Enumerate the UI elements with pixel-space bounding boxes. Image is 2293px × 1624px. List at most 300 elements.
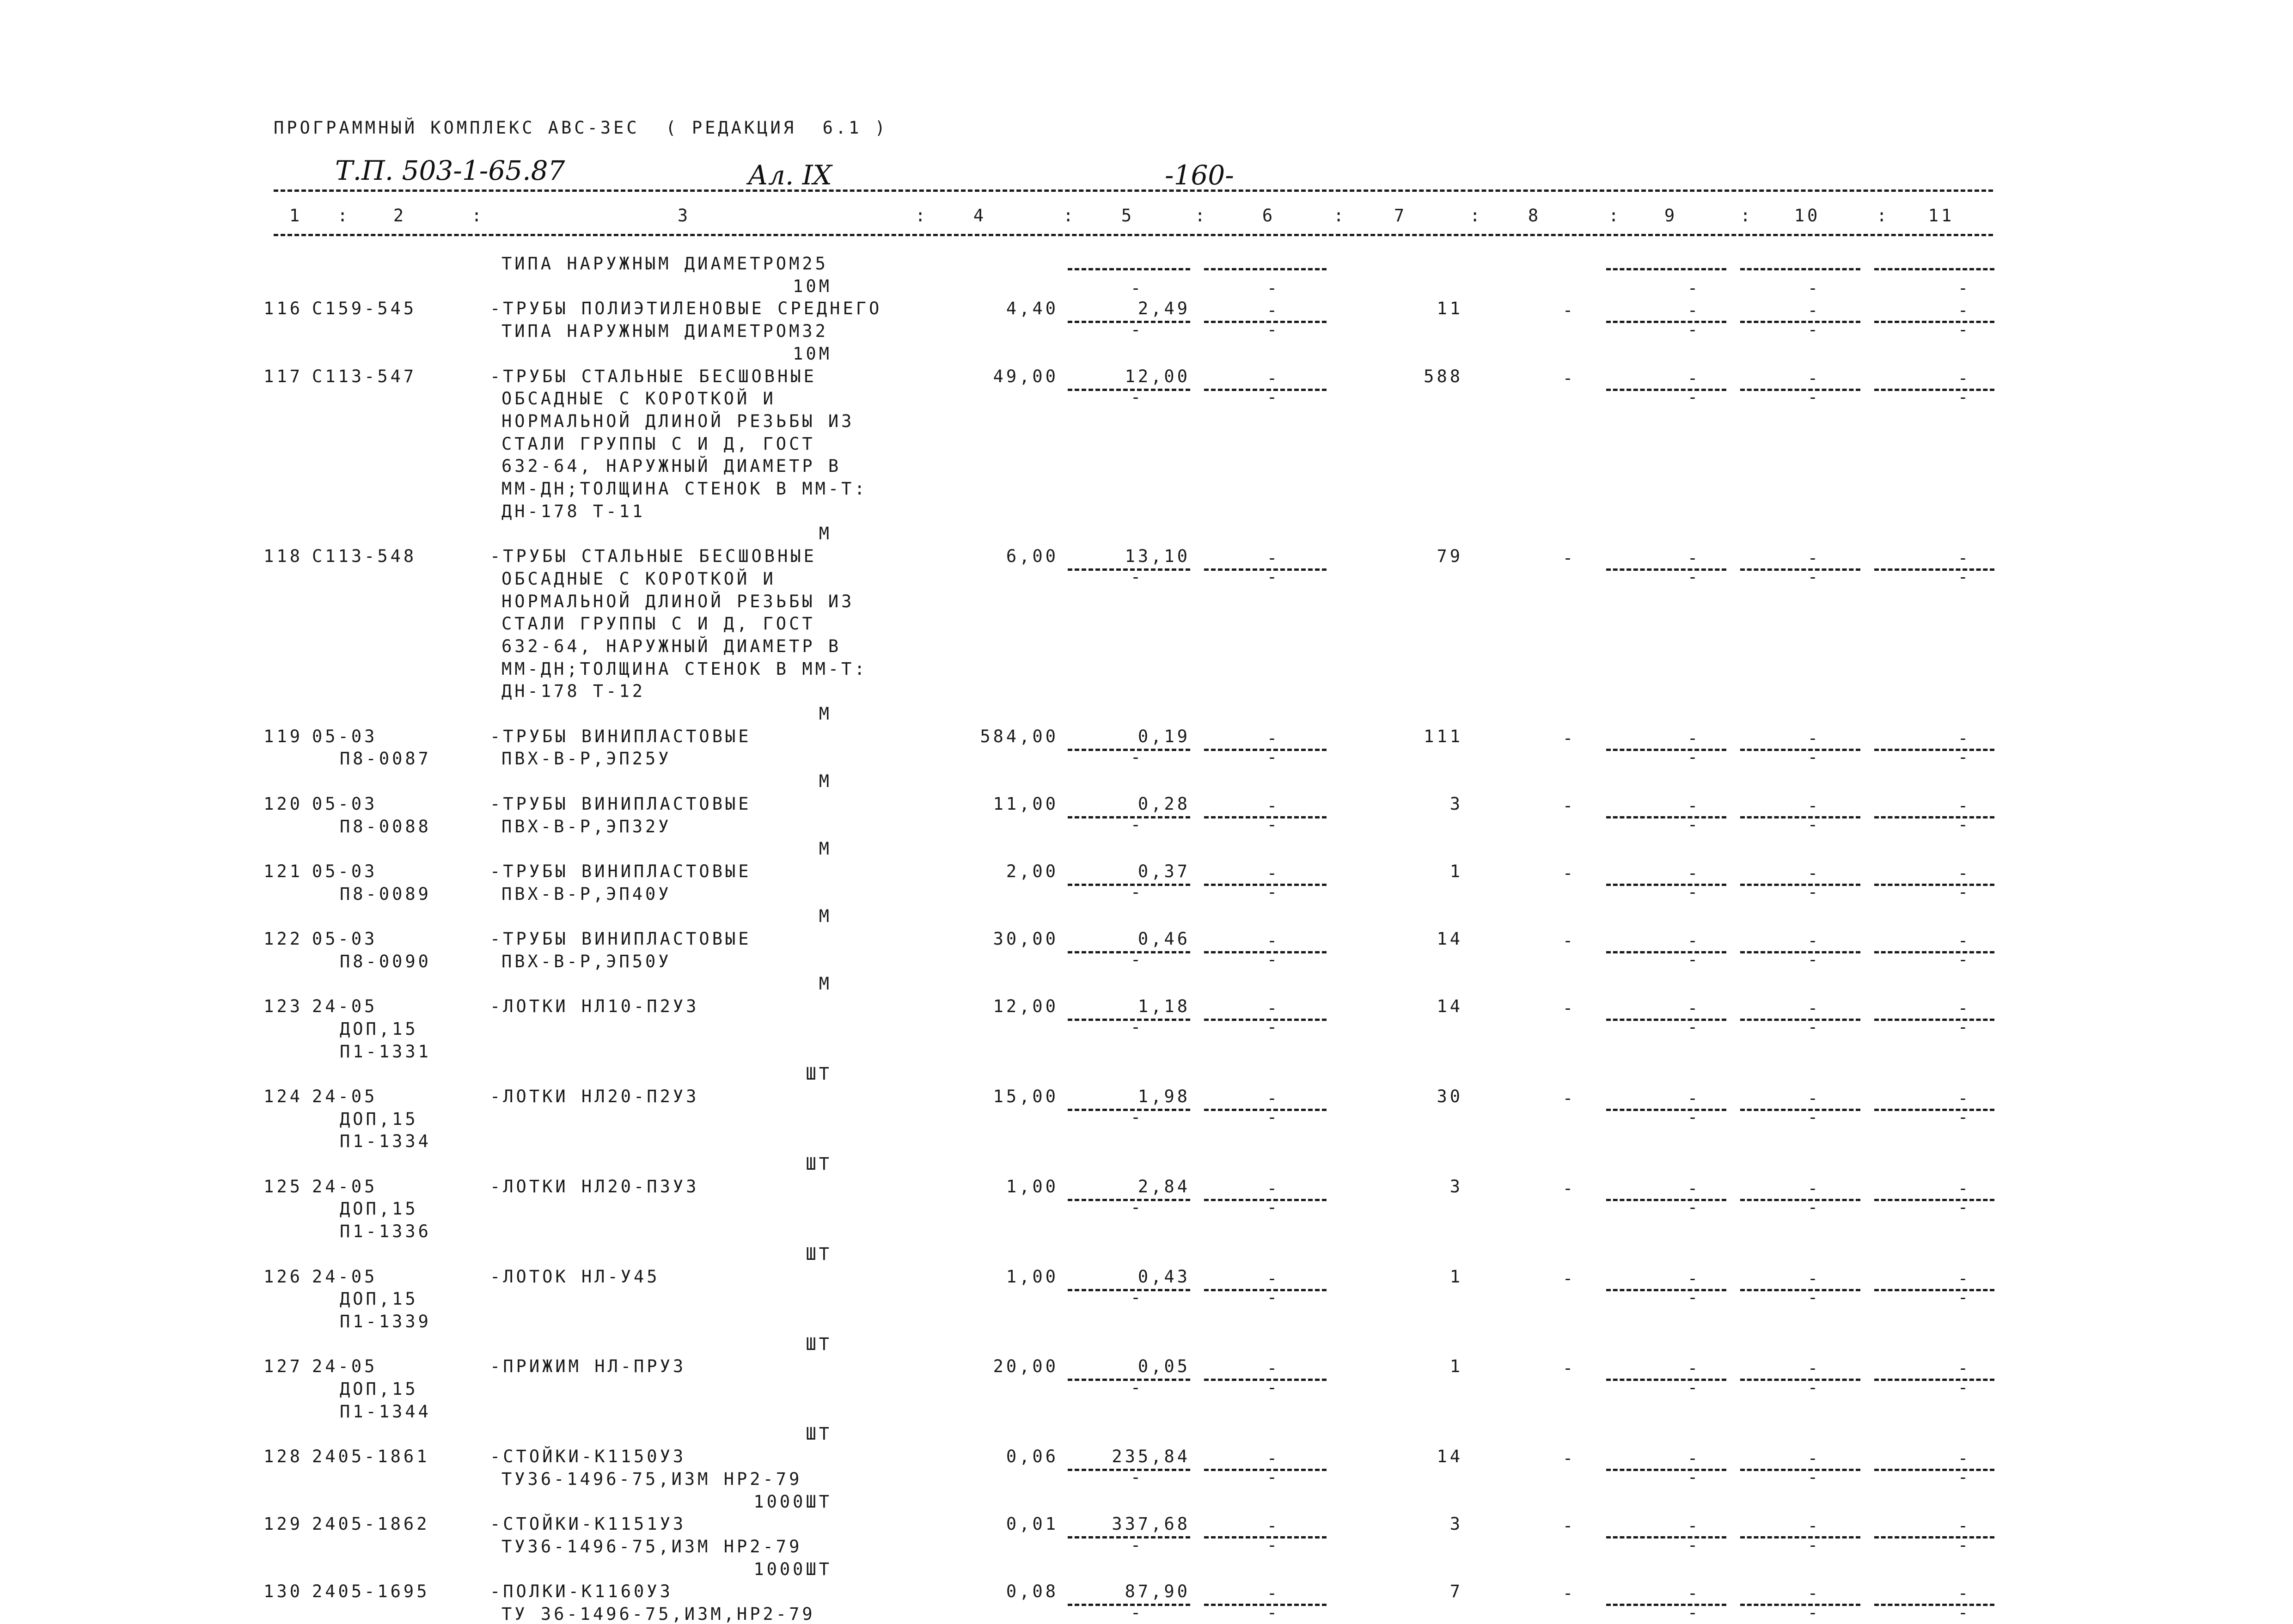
col6-dash: - <box>1266 1602 1280 1623</box>
resource-description: -ТРУБЫ СТАЛЬНЫЕ БЕСШОВНЫЕ <box>490 546 817 567</box>
col6-dash: - <box>1266 567 1280 587</box>
resource-code: П8-0089 <box>340 884 431 904</box>
column-header-5: 5 <box>1121 206 1135 226</box>
nil-dash: - <box>1807 931 1821 951</box>
nil-dash: - <box>1687 728 1701 748</box>
col6-dash: - <box>1266 1467 1280 1488</box>
resource-description: ПВХ-В-Р,ЭП40У <box>501 884 672 904</box>
col6-dash: - <box>1266 1268 1280 1288</box>
resource-code: П8-0088 <box>340 816 431 836</box>
total-cost: 1 <box>1449 861 1463 881</box>
col6-dash: - <box>1266 300 1280 321</box>
unit-of-measure: М <box>819 771 832 792</box>
resource-code: 24-05 <box>312 1086 378 1106</box>
row-number: 122 <box>263 929 303 949</box>
nil-dash: - <box>1687 368 1701 388</box>
resource-code: П1-1339 <box>340 1311 431 1331</box>
unit-price: 0,05 <box>1137 1356 1190 1377</box>
col8-dash: - <box>1562 1088 1576 1108</box>
album-number: Ал. IX <box>748 159 832 191</box>
unit-of-measure: ШТ <box>806 1154 832 1174</box>
nil-dash: - <box>1807 1197 1821 1218</box>
column-separator: : <box>1333 206 1344 226</box>
subtotal-rule-col6 <box>1204 268 1327 270</box>
quantity: 15,00 <box>993 1086 1058 1106</box>
resource-code: ДОП,15 <box>340 1379 418 1399</box>
nil-dash: - <box>1687 300 1701 321</box>
total-cost: 30 <box>1437 1086 1463 1106</box>
col6-dash: - <box>1266 1088 1280 1108</box>
program-header: ПРОГРАММНЫЙ КОМПЛЕКС АВС-3ЕС ( РЕДАКЦИЯ 6.1 ) <box>274 118 888 138</box>
nil-dash: - <box>1957 728 1971 748</box>
nil-dash: - <box>1807 1448 1821 1469</box>
col6-dash: - <box>1266 1358 1280 1379</box>
unit-price: 0,46 <box>1137 929 1190 949</box>
col6-dash: - <box>1266 319 1280 340</box>
quantity: 49,00 <box>993 366 1058 386</box>
resource-code: П1-1336 <box>340 1221 431 1242</box>
quantity: 0,08 <box>1006 1581 1058 1602</box>
unit-price: 1,98 <box>1137 1086 1190 1106</box>
unit-price: 2,84 <box>1137 1176 1190 1197</box>
resource-description: -ТРУБЫ ВИНИПЛАСТОВЫЕ <box>490 861 752 881</box>
resource-description: -ТРУБЫ СТАЛЬНЫЕ БЕСШОВНЫЕ <box>490 366 817 386</box>
nil-dash: - <box>1807 1358 1821 1379</box>
nil-dash: - <box>1957 1377 1971 1398</box>
col6-dash: - <box>1266 747 1280 768</box>
unit-of-measure: ШТ <box>806 1334 832 1354</box>
nil-dash: - <box>1957 931 1971 951</box>
nil-dash: - <box>1687 950 1701 970</box>
nil-dash: - <box>1687 1107 1701 1128</box>
column-separator: : <box>1063 206 1074 226</box>
total-cost: 14 <box>1437 996 1463 1017</box>
col5-dash: - <box>1130 1467 1144 1488</box>
unit-of-measure: ШТ <box>806 1244 832 1264</box>
column-separator: : <box>1740 206 1751 226</box>
column-header-8: 8 <box>1528 206 1541 226</box>
nil-dash: - <box>1130 278 1144 298</box>
subtotal-rule-col5 <box>1068 268 1190 270</box>
nil-dash: - <box>1687 931 1701 951</box>
resource-description: ПВХ-В-Р,ЭП50У <box>501 951 672 971</box>
nil-dash: - <box>1687 1467 1701 1488</box>
column-separator: : <box>471 206 482 226</box>
column-separator: : <box>915 206 926 226</box>
unit-price: 235,84 <box>1112 1447 1190 1467</box>
unit-of-measure: 1000ШТ <box>753 1559 832 1579</box>
unit-price: 0,37 <box>1137 861 1190 881</box>
col8-dash: - <box>1562 863 1576 883</box>
resource-description: ПВХ-В-Р,ЭП25У <box>501 749 672 769</box>
nil-dash: - <box>1807 300 1821 321</box>
row-number: 118 <box>263 546 303 567</box>
unit-price: 87,90 <box>1125 1581 1190 1602</box>
resource-description: -ПОЛКИ-К1160У3 <box>490 1581 673 1602</box>
col8-dash: - <box>1562 1448 1576 1469</box>
unit-price: 0,19 <box>1137 726 1190 746</box>
unit-of-measure: 1000ШТ <box>753 1491 832 1512</box>
col8-dash: - <box>1562 931 1576 951</box>
resource-description: 632-64, НАРУЖНЫЙ ДИАМЕТР В <box>501 636 842 656</box>
nil-dash: - <box>1957 278 1971 298</box>
column-header-2: 2 <box>393 206 407 226</box>
resource-description: ДН-178 Т-12 <box>501 681 646 702</box>
row-number: 126 <box>263 1266 303 1287</box>
row-number: 121 <box>263 861 303 881</box>
unit-of-measure: ШТ <box>806 1424 832 1444</box>
col5-dash: - <box>1130 1017 1144 1038</box>
column-separator: : <box>1195 206 1205 226</box>
total-cost: 7 <box>1449 1581 1463 1602</box>
nil-dash: - <box>1957 882 1971 903</box>
col8-dash: - <box>1562 1268 1576 1288</box>
row-number: 119 <box>263 726 303 746</box>
col8-dash: - <box>1562 1178 1576 1198</box>
nil-dash: - <box>1807 728 1821 748</box>
resource-description: СТАЛИ ГРУППЫ С И Д, ГОСТ <box>501 614 815 634</box>
col5-dash: - <box>1130 319 1144 340</box>
col6-dash: - <box>1266 1178 1280 1198</box>
unit-price: 0,43 <box>1137 1266 1190 1287</box>
total-cost: 3 <box>1449 794 1463 814</box>
col6-dash: - <box>1266 1287 1280 1307</box>
unit-price: 13,10 <box>1125 546 1190 567</box>
resource-description: -СТОЙКИ-К1151У3 <box>490 1514 686 1534</box>
nil-dash: - <box>1957 1287 1971 1307</box>
total-cost: 1 <box>1449 1266 1463 1287</box>
resource-description: -ЛОТКИ НЛ10-П2У3 <box>490 996 699 1017</box>
nil-dash: - <box>1807 950 1821 970</box>
row-number: 129 <box>263 1514 303 1534</box>
nil-dash: - <box>1687 1017 1701 1038</box>
col6-dash: - <box>1266 1017 1280 1038</box>
total-cost: 3 <box>1449 1176 1463 1197</box>
resource-code: П1-1344 <box>340 1401 431 1422</box>
quantity: 584,00 <box>980 726 1058 746</box>
nil-dash: - <box>1957 567 1971 587</box>
resource-description: -ТРУБЫ ВИНИПЛАСТОВЫЕ <box>490 726 752 746</box>
col6-dash: - <box>1266 1535 1280 1555</box>
resource-description: НОРМАЛЬНОЙ ДЛИНОЙ РЕЗЬБЫ ИЗ <box>501 591 855 611</box>
nil-dash: - <box>1687 567 1701 587</box>
total-cost: 111 <box>1424 726 1463 746</box>
col8-dash: - <box>1562 998 1576 1019</box>
nil-dash: - <box>1687 387 1701 407</box>
row-number: 125 <box>263 1176 303 1197</box>
unit-price: 2,49 <box>1137 299 1190 319</box>
resource-description: СТАЛИ ГРУППЫ С И Д, ГОСТ <box>501 433 815 454</box>
resource-description: ММ-ДН;ТОЛЩИНА СТЕНОК В ММ-Т: <box>501 659 868 679</box>
quantity: 2,00 <box>1006 861 1058 881</box>
col8-dash: - <box>1562 795 1576 816</box>
resource-code: С113-548 <box>312 546 417 567</box>
nil-dash: - <box>1687 1088 1701 1108</box>
resource-code: ДОП,15 <box>340 1199 418 1219</box>
quantity: 4,40 <box>1006 299 1058 319</box>
resource-description: ТУ36-1496-75,ИЗМ НР2-79 <box>501 1469 802 1489</box>
resource-description: НОРМАЛЬНОЙ ДЛИНОЙ РЕЗЬБЫ ИЗ <box>501 411 855 431</box>
nil-dash: - <box>1687 1448 1701 1469</box>
col5-dash: - <box>1130 567 1144 587</box>
resource-code: 05-03 <box>312 726 378 746</box>
resource-description: ММ-ДН;ТОЛЩИНА СТЕНОК В ММ-Т: <box>501 479 868 499</box>
nil-dash: - <box>1957 1516 1971 1536</box>
column-header-4: 4 <box>973 206 987 226</box>
col5-dash: - <box>1130 882 1144 903</box>
nil-dash: - <box>1807 387 1821 407</box>
col8-dash: - <box>1562 1516 1576 1536</box>
resource-code: 2405-1862 <box>312 1514 430 1534</box>
col6-dash: - <box>1266 1448 1280 1469</box>
col6-dash: - <box>1266 1583 1280 1604</box>
quantity: 1,00 <box>1006 1266 1058 1287</box>
col6-dash: - <box>1266 863 1280 883</box>
nil-dash: - <box>1687 882 1701 903</box>
row-number: 128 <box>263 1447 303 1467</box>
resource-description: ДН-178 Т-11 <box>501 501 646 521</box>
nil-dash: - <box>1687 1583 1701 1604</box>
total-cost: 1 <box>1449 1356 1463 1377</box>
nil-dash: - <box>1807 319 1821 340</box>
col6-dash: - <box>1266 1197 1280 1218</box>
col5-dash: - <box>1130 1535 1144 1555</box>
nil-dash: - <box>1687 1516 1701 1536</box>
resource-description: -ТРУБЫ ПОЛИЭТИЛЕНОВЫЕ СРЕДНЕГО <box>490 299 882 319</box>
nil-dash: - <box>1807 1535 1821 1555</box>
nil-dash: - <box>1687 319 1701 340</box>
resource-description: -ЛОТОК НЛ-У45 <box>490 1266 660 1287</box>
col8-dash: - <box>1562 368 1576 388</box>
col5-dash: - <box>1130 387 1144 407</box>
column-separator: : <box>1470 206 1480 226</box>
nil-dash: - <box>1807 747 1821 768</box>
column-header-1: 1 <box>289 206 303 226</box>
nil-dash: - <box>1687 815 1701 835</box>
col5-dash: - <box>1130 1197 1144 1218</box>
column-header-11: 11 <box>1928 206 1955 226</box>
nil-dash: - <box>1807 548 1821 568</box>
row-number: 127 <box>263 1356 303 1377</box>
row-number: 120 <box>263 794 303 814</box>
nil-dash: - <box>1957 387 1971 407</box>
resource-description: ПВХ-В-Р,ЭП32У <box>501 816 672 836</box>
nil-dash: - <box>1687 1377 1701 1398</box>
total-cost: 11 <box>1437 299 1463 319</box>
col8-dash: - <box>1562 300 1576 321</box>
nil-dash: - <box>1957 300 1971 321</box>
resource-code: 2405-1861 <box>312 1447 430 1467</box>
nil-dash: - <box>1957 548 1971 568</box>
col8-dash: - <box>1562 728 1576 748</box>
col5-dash: - <box>1130 950 1144 970</box>
nil-dash: - <box>1807 1287 1821 1307</box>
resource-description: ТУ36-1496-75,ИЗМ НР2-79 <box>501 1536 802 1557</box>
resource-code: 2405-1695 <box>312 1581 430 1602</box>
nil-dash: - <box>1957 1583 1971 1604</box>
nil-dash: - <box>1807 1602 1821 1623</box>
resource-description: -ЛОТКИ НЛ20-П3У3 <box>490 1176 699 1197</box>
resource-code: П8-0087 <box>340 749 431 769</box>
unit-of-measure: М <box>819 839 832 859</box>
resource-code: С159-545 <box>312 299 417 319</box>
resource-code: ДОП,15 <box>340 1289 418 1309</box>
resource-description: -ТРУБЫ ВИНИПЛАСТОВЫЕ <box>490 794 752 814</box>
nil-dash: - <box>1807 882 1821 903</box>
column-separator: : <box>1608 206 1619 226</box>
resource-code: П1-1331 <box>340 1041 431 1062</box>
col6-dash: - <box>1266 1107 1280 1128</box>
col5-dash: - <box>1130 815 1144 835</box>
resource-code: 24-05 <box>312 1266 378 1287</box>
quantity: 12,00 <box>993 996 1058 1017</box>
column-header-10: 10 <box>1794 206 1821 226</box>
unit-price: 12,00 <box>1125 366 1190 386</box>
nil-dash: - <box>1957 1535 1971 1555</box>
subtotal-rule-col10 <box>1740 268 1860 270</box>
nil-dash: - <box>1807 1178 1821 1198</box>
col6-dash: - <box>1266 882 1280 903</box>
nil-dash: - <box>1957 1358 1971 1379</box>
nil-dash: - <box>1957 863 1971 883</box>
nil-dash: - <box>1807 1017 1821 1038</box>
quantity: 0,01 <box>1006 1514 1058 1534</box>
resource-code: ДОП,15 <box>340 1019 418 1039</box>
col6-dash: - <box>1266 1516 1280 1536</box>
resource-code: 05-03 <box>312 929 378 949</box>
resource-code: П8-0090 <box>340 951 431 971</box>
nil-dash: - <box>1957 1448 1971 1469</box>
resource-description: ОБСАДНЫЕ С КОРОТКОЙ И <box>501 568 776 589</box>
total-cost: 588 <box>1424 366 1463 386</box>
nil-dash: - <box>1807 1088 1821 1108</box>
column-header-6: 6 <box>1262 206 1276 226</box>
nil-dash: - <box>1807 1268 1821 1288</box>
nil-dash: - <box>1957 1467 1971 1488</box>
nil-dash: - <box>1957 1268 1971 1288</box>
quantity: 30,00 <box>993 929 1058 949</box>
col6-dash: - <box>1266 548 1280 568</box>
nil-dash: - <box>1807 863 1821 883</box>
nil-dash: - <box>1687 548 1701 568</box>
row-number: 123 <box>263 996 303 1017</box>
col6-dash: - <box>1266 387 1280 407</box>
nil-dash: - <box>1687 1358 1701 1379</box>
row-number: 124 <box>263 1086 303 1106</box>
nil-dash: - <box>1807 1467 1821 1488</box>
quantity: 20,00 <box>993 1356 1058 1377</box>
nil-dash: - <box>1957 815 1971 835</box>
col8-dash: - <box>1562 1358 1576 1379</box>
nil-dash: - <box>1687 747 1701 768</box>
unit-price: 0,28 <box>1137 794 1190 814</box>
col6-dash: - <box>1266 1377 1280 1398</box>
column-header-9: 9 <box>1664 206 1678 226</box>
resource-description: ОБСАДНЫЕ С КОРОТКОЙ И <box>501 389 776 409</box>
nil-dash: - <box>1807 1583 1821 1604</box>
carry-over-description: ТИПА НАРУЖНЫМ ДИАМЕТРОМ25 <box>501 254 828 274</box>
unit-of-measure: М <box>819 704 832 724</box>
quantity: 11,00 <box>993 794 1058 814</box>
total-cost: 14 <box>1437 929 1463 949</box>
unit-price: 1,18 <box>1137 996 1190 1017</box>
document-code: Т.П. 503-1-65.87 <box>335 155 565 186</box>
nil-dash: - <box>1807 278 1821 298</box>
nil-dash: - <box>1807 368 1821 388</box>
nil-dash: - <box>1687 1535 1701 1555</box>
col5-dash: - <box>1130 747 1144 768</box>
col6-dash: - <box>1266 998 1280 1019</box>
unit-of-measure: М <box>819 906 832 927</box>
nil-dash: - <box>1957 1088 1971 1108</box>
column-header-3: 3 <box>677 206 691 226</box>
quantity: 0,06 <box>1006 1447 1058 1467</box>
nil-dash: - <box>1687 998 1701 1019</box>
col6-dash: - <box>1266 728 1280 748</box>
nil-dash: - <box>1807 567 1821 587</box>
column-header-7: 7 <box>1394 206 1407 226</box>
resource-code: 05-03 <box>312 861 378 881</box>
column-separator: : <box>337 206 348 226</box>
header-rule-bottom <box>274 234 1993 236</box>
resource-code: 05-03 <box>312 794 378 814</box>
nil-dash: - <box>1687 278 1701 298</box>
nil-dash: - <box>1957 1107 1971 1128</box>
unit-of-measure: М <box>819 974 832 994</box>
row-number: 116 <box>263 299 303 319</box>
quantity: 1,00 <box>1006 1176 1058 1197</box>
resource-code: П1-1334 <box>340 1131 431 1152</box>
unit-price: 337,68 <box>1112 1514 1190 1534</box>
resource-description: ТУ 36-1496-75,ИЗМ,НР2-79 <box>501 1604 815 1624</box>
resource-description: 632-64, НАРУЖНЫЙ ДИАМЕТР В <box>501 456 842 476</box>
resource-description: -СТОЙКИ-К1150У3 <box>490 1447 686 1467</box>
col8-dash: - <box>1562 548 1576 568</box>
nil-dash: - <box>1957 1602 1971 1623</box>
nil-dash: - <box>1957 950 1971 970</box>
nil-dash: - <box>1957 1178 1971 1198</box>
nil-dash: - <box>1957 319 1971 340</box>
resource-code: ДОП,15 <box>340 1109 418 1129</box>
nil-dash: - <box>1687 1197 1701 1218</box>
nil-dash: - <box>1807 1516 1821 1536</box>
nil-dash: - <box>1807 1107 1821 1128</box>
unit-of-measure: 10М <box>793 343 832 364</box>
col6-dash: - <box>1266 815 1280 835</box>
total-cost: 3 <box>1449 1514 1463 1534</box>
resource-description: ТИПА НАРУЖНЫМ ДИАМЕТРОМ32 <box>501 321 828 342</box>
col8-dash: - <box>1562 1583 1576 1604</box>
subtotal-rule-col11 <box>1874 268 1994 270</box>
col6-dash: - <box>1266 368 1280 388</box>
nil-dash: - <box>1687 795 1701 816</box>
nil-dash: - <box>1687 1178 1701 1198</box>
nil-dash: - <box>1266 278 1280 298</box>
column-separator: : <box>1877 206 1887 226</box>
page-number: -160- <box>1165 159 1234 191</box>
subtotal-rule-col9 <box>1606 268 1726 270</box>
nil-dash: - <box>1687 863 1701 883</box>
resource-description: -ТРУБЫ ВИНИПЛАСТОВЫЕ <box>490 929 752 949</box>
row-number: 130 <box>263 1581 303 1602</box>
col5-dash: - <box>1130 1287 1144 1307</box>
nil-dash: - <box>1807 795 1821 816</box>
col5-dash: - <box>1130 1602 1144 1623</box>
resource-description: -ЛОТКИ НЛ20-П2У3 <box>490 1086 699 1106</box>
col6-dash: - <box>1266 931 1280 951</box>
quantity: 6,00 <box>1006 546 1058 567</box>
nil-dash: - <box>1957 795 1971 816</box>
